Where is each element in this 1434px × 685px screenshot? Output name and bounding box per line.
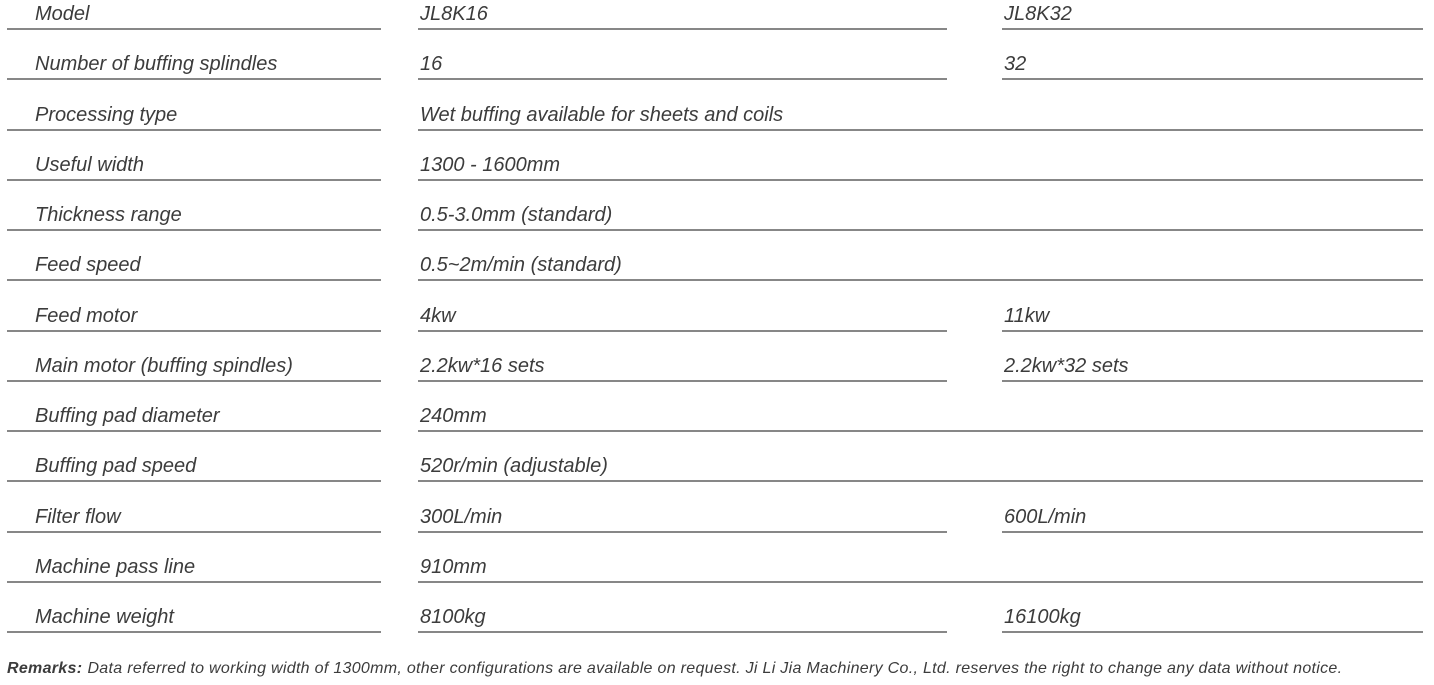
table-row: [7, 50, 1423, 100]
column-gap: [381, 251, 418, 252]
column-gap: [381, 402, 418, 403]
row-value-jl8k16: JL8K16: [420, 3, 488, 25]
row-label-cell: [7, 201, 381, 231]
row-value-jl8k32: 16100kg: [1004, 606, 1081, 628]
row-value-jl8k32-cell: [1002, 302, 1423, 332]
row-label-cell: [7, 452, 381, 482]
row-value-jl8k32-cell: [1002, 603, 1423, 633]
row-value-jl8k16: 300L/min: [420, 505, 503, 528]
row-value-both-models-cell: [418, 151, 1423, 181]
row-label: Machine weight: [35, 606, 174, 628]
row-label-cell: [7, 251, 381, 281]
row-label: Main motor (buffing spindles): [35, 354, 293, 377]
row-label-cell: [7, 50, 381, 80]
column-gap: [947, 50, 1002, 51]
row-label: Machine pass line: [35, 555, 196, 578]
row-label: Thickness range: [35, 204, 182, 226]
row-value-both-models: 520r/min (adjustable): [420, 455, 608, 478]
table-row: [7, 352, 1423, 402]
table-row: [7, 553, 1423, 603]
row-value-jl8k16: 8100kg: [420, 606, 486, 628]
row-label-cell: [7, 402, 381, 432]
table-row: [7, 201, 1423, 251]
remarks-text: Data referred to working width of 1300mm, other configurations are available on request. Ji Li Jia Machinery Co., Ltd. reserves the right to change any data without notice.: [87, 660, 1343, 678]
row-value-jl8k32-cell: [1002, 0, 1423, 30]
row-value-jl8k16-cell: [418, 503, 947, 533]
row-value-jl8k16-cell: [418, 302, 947, 332]
column-gap: [381, 452, 418, 453]
column-gap: [381, 352, 418, 353]
remarks: [7, 659, 1423, 679]
table-row: [7, 402, 1423, 452]
column-gap: [381, 201, 418, 202]
row-label: Model: [35, 3, 90, 25]
row-value-both-models: 240mm: [420, 405, 487, 427]
row-value-jl8k32: 32: [1004, 53, 1027, 76]
row-label-cell: [7, 101, 381, 131]
row-value-jl8k32: 11kw: [1004, 304, 1050, 327]
row-value-both-models-cell: [418, 101, 1423, 131]
column-gap: [947, 503, 1002, 504]
column-gap: [381, 0, 418, 1]
row-value-jl8k32-cell: [1002, 50, 1423, 80]
row-label-cell: [7, 503, 381, 533]
row-label-cell: [7, 302, 381, 332]
row-value-jl8k32: 2.2kw*32 sets: [1004, 354, 1129, 377]
column-gap: [947, 603, 1002, 604]
table-row: [7, 452, 1423, 502]
row-value-jl8k16: 2.2kw*16 sets: [420, 354, 545, 377]
row-value-jl8k16: 16: [420, 53, 443, 76]
table-row: [7, 251, 1423, 301]
row-value-jl8k32-cell: [1002, 352, 1423, 382]
row-value-jl8k16-cell: [418, 603, 947, 633]
remarks-label: Remarks:: [7, 660, 83, 678]
table-row: [7, 503, 1423, 553]
row-label: Feed speed: [35, 254, 141, 277]
row-value-both-models: 1300 - 1600mm: [420, 153, 561, 176]
row-label-cell: [7, 352, 381, 382]
column-gap: [381, 603, 418, 604]
row-label: Feed motor: [35, 304, 138, 327]
row-value-both-models-cell: [418, 553, 1423, 583]
row-value-both-models-cell: [418, 402, 1423, 432]
row-value-jl8k16-cell: [418, 50, 947, 80]
row-value-both-models: Wet buffing available for sheets and coils: [420, 103, 784, 126]
row-value-jl8k16-cell: [418, 0, 947, 30]
table-row: [7, 151, 1423, 201]
row-value-both-models: 0.5-3.0mm (standard): [420, 204, 613, 226]
column-gap: [947, 0, 1002, 1]
row-value-jl8k16: 4kw: [420, 304, 456, 327]
row-label: Useful width: [35, 153, 144, 176]
column-gap: [947, 302, 1002, 303]
row-value-both-models-cell: [418, 201, 1423, 231]
column-gap: [381, 302, 418, 303]
table-row: [7, 302, 1423, 352]
row-label: Filter flow: [35, 505, 121, 528]
row-label: Processing type: [35, 103, 178, 126]
column-gap: [381, 101, 418, 102]
column-gap: [381, 151, 418, 152]
row-label: Buffing pad speed: [35, 455, 197, 478]
row-label-cell: [7, 553, 381, 583]
row-value-jl8k32: 600L/min: [1004, 505, 1087, 528]
row-label-cell: [7, 0, 381, 30]
row-value-both-models-cell: [418, 452, 1423, 482]
row-label: Number of buffing splindles: [35, 53, 278, 76]
table-row: [7, 101, 1423, 151]
table-row: [7, 603, 1423, 653]
row-value-both-models: 910mm: [420, 555, 487, 578]
row-value-jl8k16-cell: [418, 352, 947, 382]
row-value-jl8k32-cell: [1002, 503, 1423, 533]
column-gap: [381, 503, 418, 504]
column-gap: [947, 352, 1002, 353]
table-row: [7, 0, 1423, 50]
row-label: Buffing pad diameter: [35, 405, 220, 427]
column-gap: [381, 50, 418, 51]
row-value-both-models-cell: [418, 251, 1423, 281]
column-gap: [381, 553, 418, 554]
row-value-jl8k32: JL8K32: [1004, 3, 1072, 25]
row-label-cell: [7, 603, 381, 633]
row-label-cell: [7, 151, 381, 181]
spec-table: [7, 0, 1423, 653]
row-value-both-models: 0.5~2m/min (standard): [420, 254, 622, 277]
